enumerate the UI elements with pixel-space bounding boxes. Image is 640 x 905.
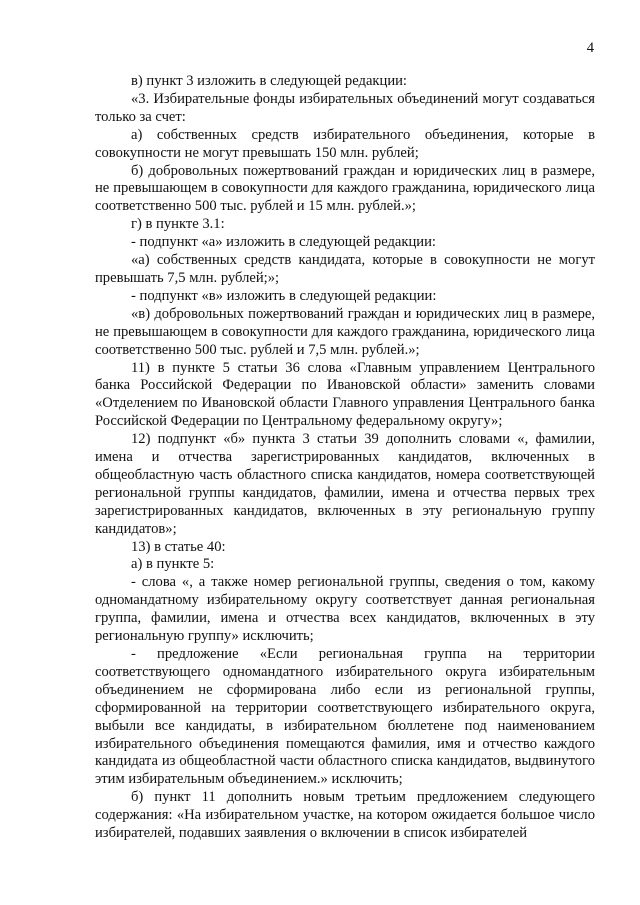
paragraph: - предложение «Если региональная группа на территории соответствующего одномандатного избирательного округа избирательным объединением не сформирована либо если из региональной группы, сформированной на территории соответствующего избирательного округа, выбыли все кандидаты, в избирательном бюллетене под наименованием избирательного объединения помещаются фамилия, имя и отчество каждого кандидата из общеобластной части областного списка кандидатов, выдвинутого этим избирательным объединением.» исключить;: [95, 646, 595, 788]
paragraph: б) пункт 11 дополнить новым третьим предложением следующего содержания: «На избирательном участке, на котором ожидается большое число избирателей, подавших заявления о включении в список избирателей: [95, 789, 595, 842]
paragraph: 12) подпункт «б» пункта 3 статьи 39 дополнить словами «, фамилии, имена и отчества зарегистрированных кандидатов, включенных в общеобластную часть областного списка кандидатов, номера соответствующей региональной группы кандидатов, фамилии, имена и отчества первых трех зарегистрированных кандидатов, включенных в эту региональную группу кандидатов»;: [95, 431, 595, 537]
paragraph: - подпункт «а» изложить в следующей редакции:: [131, 234, 436, 251]
page-number: 4: [586, 40, 594, 56]
document-body: [95, 73, 595, 843]
paragraph: а) собственных средств избирательного объединения, которые в совокупности не могут превышать 150 млн. рублей;: [95, 126, 595, 161]
paragraph: 13) в статье 40:: [131, 538, 226, 555]
paragraph: в) пункт 3 изложить в следующей редакции:: [131, 73, 407, 89]
paragraph: «в) добровольных пожертвований граждан и юридических лиц в размере, не превышающем в совокупности для каждого гражданина, юридического лица соответственно 500 тыс. рублей и 7,5 млн. рублей.»;: [95, 305, 595, 358]
paragraph: «а) собственных средств кандидата, которые в совокупности не могут превышать 7,5 млн. рублей;»;: [95, 252, 595, 286]
paragraph: «3. Избирательные фонды избирательных объединений могут создаваться только за счет:: [95, 90, 595, 125]
paragraph: - слова «, а также номер региональной группы, сведения о том, какому одномандатному избирательному округу соответствует данная региональная группа, фамилии, имена и отчества всех кандидатов, включенных в эту региональную группу» исключить;: [95, 574, 595, 645]
paragraph: а) в пункте 5:: [131, 556, 215, 573]
paragraph: - подпункт «в» изложить в следующей редакции:: [131, 287, 437, 304]
paragraph: 11) в пункте 5 статьи 36 слова «Главным управлением Центрального банка Российской Федерации по Ивановской области» заменить словами «Отделением по Ивановской области Главного управления Центрального банка Российской Федерации по Центральному федеральному округу»;: [95, 359, 595, 430]
paragraph: б) добровольных пожертвований граждан и юридических лиц в размере, не превышающем в совокупности для каждого гражданина, юридического лица соответственно 500 тыс. рублей и 15 млн. рублей.»;: [95, 162, 595, 215]
paragraph: г) в пункте 3.1:: [131, 216, 225, 233]
